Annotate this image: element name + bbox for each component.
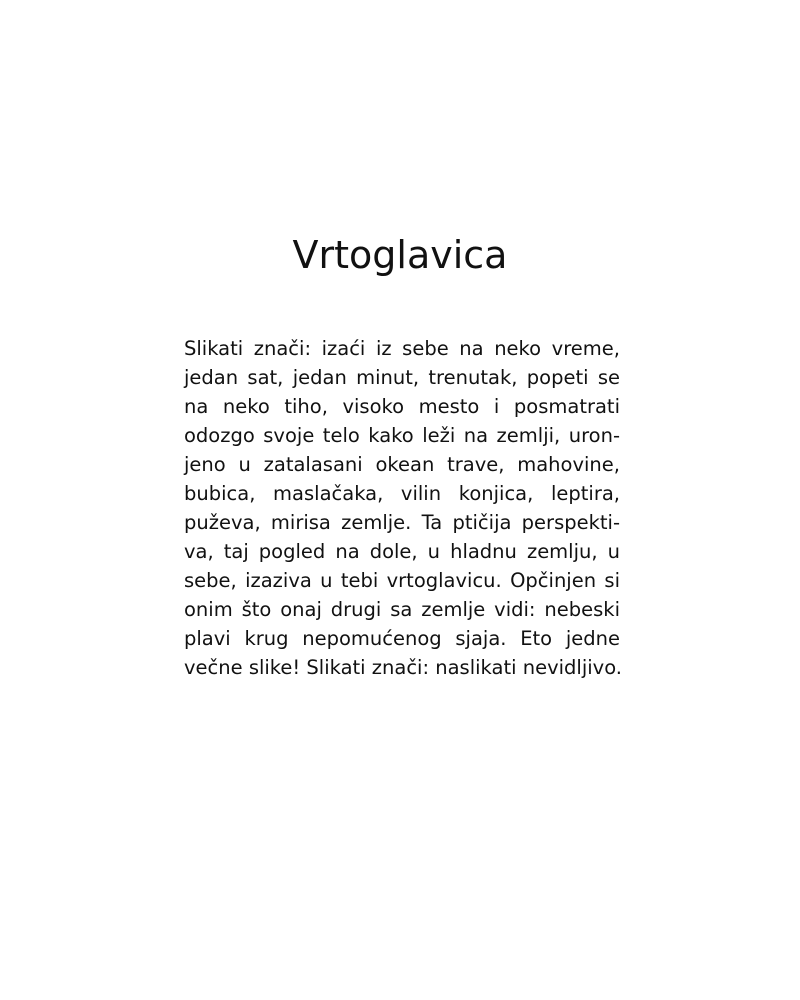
paragraph-line: sebe, izaziva u tebi vrtoglavicu. Opčinjen si xyxy=(184,569,620,592)
paragraph-line: odozgo svoje telo kako leži na zemlji, uron- xyxy=(184,424,620,447)
paragraph-line: bubica, maslačaka, vilin konjica, leptira, xyxy=(184,482,620,505)
paragraph-line: na neko tiho, visoko mesto i posmatrati xyxy=(184,395,620,418)
paragraph-line: va, taj pogled na dole, u hladnu zemlju, u xyxy=(184,540,620,563)
page-title: Vrtoglavica xyxy=(292,233,508,277)
paragraph-line: onim što onaj drugi sa zemlje vidi: nebeski xyxy=(184,598,620,621)
body-paragraph xyxy=(184,334,620,682)
paragraph-line: večne slike! Slikati znači: naslikati nevidljivo. xyxy=(184,656,622,679)
paragraph-line: Slikati znači: izaći iz sebe na neko vreme, xyxy=(184,337,620,360)
paragraph-line: plavi krug nepomućenog sjaja. Eto jedne xyxy=(184,627,620,650)
paragraph-line: puževa, mirisa zemlje. Ta ptičija perspekti- xyxy=(184,511,620,534)
paragraph-line: jedan sat, jedan minut, trenutak, popeti se xyxy=(184,366,620,389)
paragraph-line: jeno u zatalasani okean trave, mahovine, xyxy=(184,453,620,476)
